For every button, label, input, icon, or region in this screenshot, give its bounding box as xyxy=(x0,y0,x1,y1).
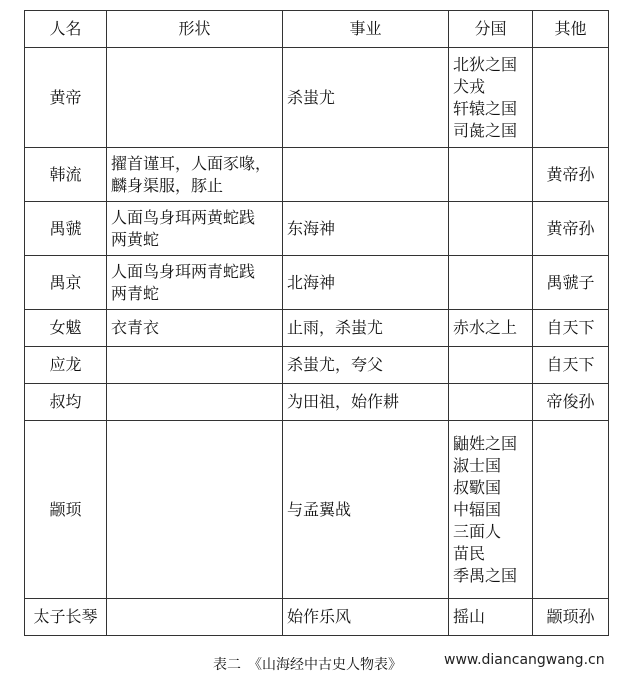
cell-other: 颛顼孙 xyxy=(533,599,609,636)
state-line: 淑士国 xyxy=(453,455,502,475)
cell-deed xyxy=(283,599,449,636)
shape-line: 两黄蛇 xyxy=(111,229,160,249)
caption-text: 表二 《山海经中古史人物表》 xyxy=(213,657,402,673)
cell-other: 黄帝孙 xyxy=(533,148,609,202)
header-shape: 形状 xyxy=(107,11,283,48)
cell-state xyxy=(449,384,533,421)
cell-state xyxy=(449,256,533,310)
cell-deed xyxy=(283,48,449,148)
cell-shape xyxy=(107,148,283,202)
table-row xyxy=(25,48,609,148)
table-row xyxy=(25,384,609,421)
deed-line: 止雨，杀蚩尤 xyxy=(287,318,384,337)
shape-line: 衣青衣 xyxy=(111,318,160,337)
state-line: 犬戎 xyxy=(453,76,486,96)
table-row xyxy=(25,599,609,636)
cell-name: 禺虢 xyxy=(25,202,107,256)
deed-line: 东海神 xyxy=(287,218,336,238)
state-line: 季禺之国 xyxy=(453,565,518,585)
table-row xyxy=(25,202,609,256)
cell-name: 黄帝 xyxy=(25,48,107,148)
state-line: 鼬姓之国 xyxy=(453,433,518,453)
cell-shape xyxy=(107,256,283,310)
table-row xyxy=(25,347,609,384)
deed-line: 为田祖，始作耕 xyxy=(287,392,400,411)
cell-other: 帝俊孙 xyxy=(533,384,609,421)
cell-other: 禺虢子 xyxy=(533,256,609,310)
shape-line: 擢首谨耳，人面豕喙， xyxy=(111,153,272,173)
shape-line: 麟身渠服，豚止 xyxy=(111,175,224,195)
shape-line: 两青蛇 xyxy=(111,283,160,303)
cell-shape xyxy=(107,384,283,421)
cell-state xyxy=(449,599,533,636)
cell-state xyxy=(449,347,533,384)
cell-deed xyxy=(283,421,449,599)
cell-state xyxy=(449,48,533,148)
state-line: 中辐国 xyxy=(453,499,502,519)
cell-deed xyxy=(283,347,449,384)
cell-name: 太子长琴 xyxy=(25,599,107,636)
table-header-row xyxy=(25,11,609,48)
cell-deed xyxy=(283,384,449,421)
cell-shape xyxy=(107,347,283,384)
cell-shape xyxy=(107,310,283,347)
cell-other xyxy=(533,421,609,599)
header-name: 人名 xyxy=(25,11,107,48)
cell-shape xyxy=(107,48,283,148)
state-line: 摇山 xyxy=(453,607,486,626)
cell-deed xyxy=(283,310,449,347)
shape-line: 人面鸟身珥两黄蛇践 xyxy=(111,207,256,227)
table-row xyxy=(25,310,609,347)
state-line: 叔歜国 xyxy=(453,477,502,497)
table-row xyxy=(25,256,609,310)
state-line: 轩辕之国 xyxy=(453,98,518,118)
cell-deed xyxy=(283,148,449,202)
cell-name: 禺京 xyxy=(25,256,107,310)
cell-deed xyxy=(283,256,449,310)
cell-deed xyxy=(283,202,449,256)
cell-shape xyxy=(107,421,283,599)
shape-line: 人面鸟身珥两青蛇践 xyxy=(111,261,256,281)
history-figures-table xyxy=(24,10,609,636)
source-url: www.diancangwang.cn xyxy=(444,652,605,668)
cell-other: 自天下 xyxy=(533,310,609,347)
cell-other: 黄帝孙 xyxy=(533,202,609,256)
cell-name: 颛顼 xyxy=(25,421,107,599)
cell-name: 应龙 xyxy=(25,347,107,384)
state-line: 司彘之国 xyxy=(453,120,518,140)
state-line: 赤水之上 xyxy=(453,318,518,337)
deed-line: 杀蚩尤 xyxy=(287,87,336,107)
cell-state xyxy=(449,202,533,256)
cell-state xyxy=(449,310,533,347)
state-line: 三面人 xyxy=(453,521,502,541)
cell-other: 自天下 xyxy=(533,347,609,384)
table-row xyxy=(25,148,609,202)
cell-name: 女魃 xyxy=(25,310,107,347)
cell-shape xyxy=(107,599,283,636)
header-states: 分国 xyxy=(449,11,533,48)
deed-line: 与孟翼战 xyxy=(287,499,352,519)
deed-line: 杀蚩尤，夸父 xyxy=(287,355,384,374)
cell-state xyxy=(449,421,533,599)
deed-line: 北海神 xyxy=(287,272,336,292)
state-line: 北狄之国 xyxy=(453,54,518,74)
state-line: 苗民 xyxy=(453,543,486,563)
deed-line: 始作乐风 xyxy=(287,607,352,626)
cell-name: 韩流 xyxy=(25,148,107,202)
cell-name: 叔均 xyxy=(25,384,107,421)
cell-shape xyxy=(107,202,283,256)
table-row xyxy=(25,421,609,599)
table-caption xyxy=(0,652,629,676)
header-deeds: 事业 xyxy=(283,11,449,48)
header-other: 其他 xyxy=(533,11,609,48)
cell-state xyxy=(449,148,533,202)
cell-other xyxy=(533,48,609,148)
history-figures-table-container xyxy=(24,10,608,636)
